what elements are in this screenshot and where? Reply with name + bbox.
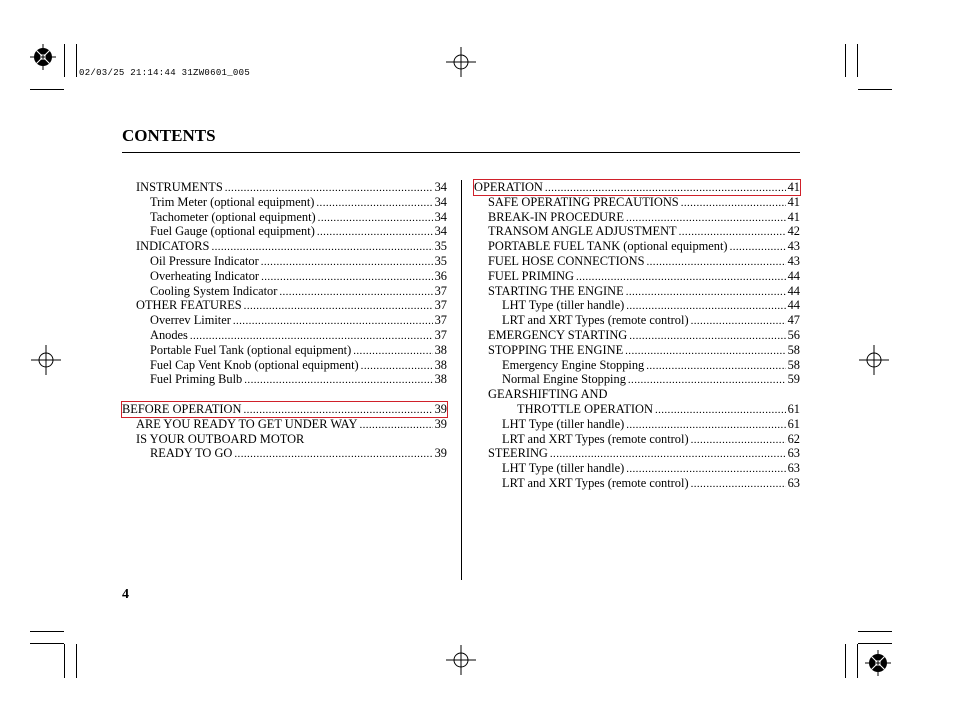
- title-rule: [122, 152, 800, 153]
- toc-entry-label: Overheating Indicator: [150, 268, 260, 283]
- toc-dot-leader: [628, 373, 786, 388]
- toc-dot-leader: [655, 403, 786, 418]
- toc-entry-label: Emergency Engine Stopping: [502, 357, 645, 372]
- toc-dot-leader: [244, 373, 432, 388]
- toc-entry-page: 63: [787, 446, 800, 461]
- toc-entry-page: 38: [434, 372, 447, 387]
- toc-entry[interactable]: [474, 461, 800, 476]
- toc-entry[interactable]: [122, 432, 447, 447]
- toc-entry-label: Trim Meter (optional equipment): [150, 194, 315, 209]
- page-title: CONTENTS: [122, 126, 216, 145]
- toc-entry-page: 58: [787, 357, 800, 372]
- toc-entry-label: READY TO GO: [150, 446, 233, 461]
- toc-entry[interactable]: [474, 269, 800, 284]
- toc-dot-leader: [550, 447, 786, 462]
- toc-entry[interactable]: [122, 372, 447, 387]
- toc-entry[interactable]: [474, 254, 800, 269]
- toc-entry-label: Fuel Cap Vent Knob (optional equipment): [150, 357, 359, 372]
- toc-entry-label: BREAK-IN PROCEDURE: [488, 209, 624, 224]
- toc-entry-label: LHT Type (tiller handle): [502, 298, 625, 313]
- toc-entry-page: 44: [787, 283, 800, 298]
- toc-dot-leader: [244, 299, 433, 314]
- toc-entry-page: 62: [787, 431, 800, 446]
- toc-entry-label: GEARSHIFTING AND: [488, 387, 608, 402]
- crosshair-icon: [446, 645, 476, 675]
- toc-entry-page: 37: [434, 283, 447, 298]
- toc-entry-label: Tachometer (optional equipment): [150, 209, 316, 224]
- toc-section-heading[interactable]: [122, 402, 447, 417]
- crosshair-icon: [859, 345, 889, 375]
- toc-entry-page: 37: [434, 298, 447, 313]
- toc-dot-leader: [318, 211, 433, 226]
- toc-dot-leader: [629, 329, 785, 344]
- toc-entry[interactable]: [474, 210, 800, 225]
- toc-dot-leader: [691, 314, 786, 329]
- toc-entry-label: LHT Type (tiller handle): [502, 416, 625, 431]
- toc-dot-leader: [626, 418, 785, 433]
- toc-dot-leader: [279, 285, 432, 300]
- crosshair-icon: [31, 345, 61, 375]
- toc-entry[interactable]: [474, 298, 800, 313]
- toc-entry-page: 61: [787, 416, 800, 431]
- toc-entry-page: 34: [434, 224, 447, 239]
- toc-entry-label: STEERING: [488, 446, 548, 461]
- toc-entry[interactable]: [474, 195, 800, 210]
- toc-dot-leader: [681, 196, 786, 211]
- toc-entry[interactable]: [474, 343, 800, 358]
- toc-entry-page: 58: [787, 342, 800, 357]
- toc-entry-label: THROTTLE OPERATION: [517, 401, 653, 416]
- toc-entry-label: ARE YOU READY TO GET UNDER WAY: [136, 416, 358, 431]
- toc-dot-leader: [233, 314, 433, 329]
- toc-dot-leader: [361, 359, 433, 374]
- toc-dot-leader: [626, 299, 785, 314]
- toc-entry[interactable]: [474, 476, 800, 491]
- toc-entry-label: INDICATORS: [136, 239, 210, 254]
- toc-entry[interactable]: [122, 180, 447, 195]
- toc-entry-label: INSTRUMENTS: [136, 180, 223, 194]
- toc-dot-leader: [243, 403, 432, 418]
- toc-entry[interactable]: [474, 328, 800, 343]
- toc-entry[interactable]: [474, 358, 800, 373]
- toc-entry-page: 41: [787, 209, 800, 224]
- toc-entry[interactable]: [122, 417, 447, 432]
- toc-right-column: [474, 180, 800, 491]
- toc-entry-page: 34: [434, 209, 447, 224]
- toc-entry[interactable]: [122, 313, 447, 328]
- toc-spacer: [122, 387, 447, 402]
- toc-entry-label: EMERGENCY STARTING: [488, 327, 628, 342]
- registration-target-icon: [30, 44, 56, 70]
- toc-entry-page: 38: [434, 357, 447, 372]
- toc-entry-label: IS YOUR OUTBOARD MOTOR: [136, 431, 305, 446]
- toc-entry-label: OTHER FEATURES: [136, 298, 242, 313]
- toc-entry-label: Cooling System Indicator: [150, 283, 278, 298]
- toc-entry[interactable]: [474, 224, 800, 239]
- toc-dot-leader: [576, 270, 786, 285]
- toc-entry-label: Overrev Limiter: [150, 313, 231, 328]
- toc-entry[interactable]: [122, 298, 447, 313]
- toc-entry[interactable]: [122, 269, 447, 284]
- toc-dot-leader: [225, 181, 433, 196]
- column-divider: [461, 180, 462, 580]
- toc-dot-leader: [679, 225, 786, 240]
- toc-dot-leader: [234, 447, 432, 462]
- toc-entry-page: 38: [434, 342, 447, 357]
- toc-entry-page: 47: [787, 313, 800, 328]
- toc-entry-label: LRT and XRT Types (remote control): [502, 475, 689, 490]
- toc-entry[interactable]: [474, 402, 800, 417]
- toc-entry-label: LHT Type (tiller handle): [502, 461, 625, 476]
- toc-entry-page: 63: [787, 461, 800, 476]
- toc-entry-label: Anodes: [150, 327, 188, 342]
- toc-entry-label: SAFE OPERATING PRECAUTIONS: [488, 194, 679, 209]
- toc-dot-leader: [190, 329, 433, 344]
- toc-entry-page: 44: [787, 268, 800, 283]
- toc-entry[interactable]: [122, 195, 447, 210]
- toc-entry-page: 43: [787, 239, 800, 254]
- toc-entry-page: 59: [787, 372, 800, 387]
- toc-entry-page: 36: [434, 268, 447, 283]
- toc-entry-page: 35: [434, 253, 447, 268]
- toc-entry-label: Fuel Priming Bulb: [150, 372, 243, 387]
- toc-entry-page: 61: [787, 401, 800, 416]
- toc-dot-leader: [261, 255, 433, 270]
- toc-entry-page: 39: [434, 416, 447, 431]
- toc-entry-page: 34: [434, 180, 447, 194]
- toc-entry-label: Oil Pressure Indicator: [150, 253, 259, 268]
- toc-entry-label: FUEL PRIMING: [488, 268, 574, 283]
- toc-entry[interactable]: [474, 313, 800, 328]
- toc-entry[interactable]: [474, 239, 800, 254]
- toc-dot-leader: [317, 225, 433, 240]
- toc-entry[interactable]: [122, 210, 447, 225]
- toc-dot-leader: [626, 462, 785, 477]
- toc-entry[interactable]: [474, 284, 800, 299]
- toc-entry[interactable]: [474, 417, 800, 432]
- toc-dot-leader: [691, 433, 786, 448]
- toc-entry-page: 42: [787, 224, 800, 239]
- toc-entry-label: FUEL HOSE CONNECTIONS: [488, 253, 645, 268]
- toc-dot-leader: [647, 255, 786, 270]
- crosshair-icon: [446, 47, 476, 77]
- toc-entry[interactable]: [474, 372, 800, 387]
- toc-dot-leader: [316, 196, 432, 211]
- toc-section-heading[interactable]: [474, 180, 800, 195]
- toc-dot-leader: [211, 240, 432, 255]
- toc-entry[interactable]: [122, 343, 447, 358]
- toc-entry-label: PORTABLE FUEL TANK (optional equipment): [488, 239, 728, 254]
- toc-entry[interactable]: [474, 387, 800, 402]
- toc-dot-leader: [261, 270, 433, 285]
- toc-entry-page: 41: [787, 180, 800, 194]
- toc-entry-page: 35: [434, 239, 447, 254]
- toc-entry-page: 34: [434, 194, 447, 209]
- toc-entry[interactable]: [122, 358, 447, 373]
- toc-entry-label: OPERATION: [474, 180, 543, 194]
- toc-dot-leader: [730, 240, 786, 255]
- toc-dot-leader: [691, 477, 786, 492]
- toc-entry[interactable]: [122, 328, 447, 343]
- toc-entry[interactable]: [122, 239, 447, 254]
- toc-entry[interactable]: [474, 446, 800, 461]
- toc-entry-label: BEFORE OPERATION: [122, 401, 242, 416]
- page-number: 4: [122, 587, 129, 602]
- toc-dot-leader: [626, 211, 786, 226]
- toc-left-column: [122, 180, 447, 461]
- toc-entry-page: 41: [787, 194, 800, 209]
- toc-dot-leader: [353, 344, 432, 359]
- toc-dot-leader: [545, 181, 786, 196]
- toc-entry-label: LRT and XRT Types (remote control): [502, 431, 689, 446]
- toc-entry-label: TRANSOM ANGLE ADJUSTMENT: [488, 224, 677, 239]
- toc-entry-label: STOPPING THE ENGINE: [488, 342, 624, 357]
- toc-entry-page: 43: [787, 253, 800, 268]
- toc-entry[interactable]: [122, 446, 447, 461]
- toc-entry[interactable]: [122, 224, 447, 239]
- toc-entry-label: Normal Engine Stopping: [502, 372, 626, 387]
- toc-entry-page: 39: [434, 446, 447, 461]
- toc-entry-label: Portable Fuel Tank (optional equipment): [150, 342, 352, 357]
- toc-entry-page: 37: [434, 313, 447, 328]
- toc-entry-page: 39: [434, 401, 447, 416]
- print-stamp: 02/03/25 21:14:44 31ZW0601_005: [79, 68, 251, 78]
- toc-entry-page: 56: [787, 327, 800, 342]
- registration-target-icon: [865, 650, 891, 676]
- toc-entry[interactable]: [122, 284, 447, 299]
- toc-dot-leader: [359, 418, 432, 433]
- toc-entry-page: 37: [434, 327, 447, 342]
- toc-entry-label: Fuel Gauge (optional equipment): [150, 224, 315, 239]
- toc-dot-leader: [626, 285, 786, 300]
- toc-dot-leader: [625, 344, 785, 359]
- toc-dot-leader: [646, 359, 785, 374]
- toc-entry[interactable]: [122, 254, 447, 269]
- toc-entry[interactable]: [474, 432, 800, 447]
- toc-entry-page: 63: [787, 475, 800, 490]
- toc-entry-page: 44: [787, 298, 800, 313]
- toc-entry-label: STARTING THE ENGINE: [488, 283, 624, 298]
- toc-entry-label: LRT and XRT Types (remote control): [502, 313, 689, 328]
